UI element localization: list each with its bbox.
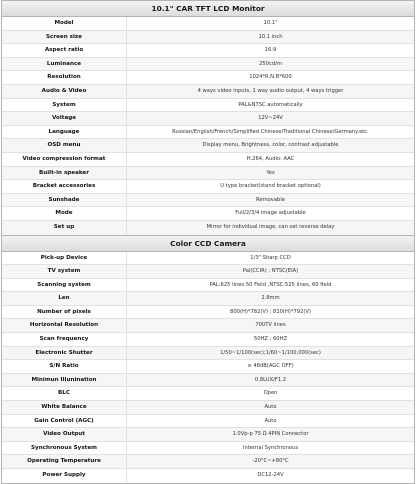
monitor-spec-table <box>2 17 414 235</box>
spec-label: Video Output <box>2 428 127 441</box>
spec-row <box>2 153 414 167</box>
spec-row <box>2 387 414 401</box>
spec-value: 2.8mm <box>261 295 280 302</box>
spec-label: Len <box>2 292 127 305</box>
spec-label: BLC <box>2 387 127 400</box>
spec-label: Power Supply <box>2 469 127 483</box>
spec-row <box>2 279 414 293</box>
spec-value: 1024*R.N.B*600 <box>249 74 292 81</box>
spec-row <box>2 401 414 415</box>
spec-label: White Balance <box>2 401 127 414</box>
spec-value: 250cd/m <box>259 60 282 67</box>
spec-value: 1/3" Sharp CCD <box>250 254 291 261</box>
spec-row <box>2 469 414 483</box>
spec-value: 12V~24V <box>258 115 283 122</box>
spec-label: Resolution <box>2 71 127 84</box>
spec-label: S/N Ratio <box>2 360 127 373</box>
spec-value: Full/2/3/4 image adjustable <box>235 210 306 217</box>
spec-label: OSD menu <box>2 139 127 152</box>
camera-section-title: Color CCD Camera <box>2 235 414 252</box>
spec-row <box>2 99 414 113</box>
spec-label: Video compression format <box>2 153 127 166</box>
monitor-section-title: 10.1" CAR TFT LCD Monitor <box>2 1 414 17</box>
spec-value: DC12-24V <box>257 472 284 478</box>
spec-label: Electronic Shutter <box>2 347 127 360</box>
camera-spec-table <box>2 252 414 483</box>
spec-label: System <box>2 99 127 112</box>
spec-value: 50HZ ; 60HZ <box>253 336 288 343</box>
spec-row <box>2 17 414 31</box>
spec-row <box>2 306 414 320</box>
spec-value: Auto <box>264 404 277 411</box>
spec-label: Sunshade <box>2 194 127 207</box>
spec-value: H.264, Audio: AAC <box>246 155 295 162</box>
spec-value: Russian/English/French/Simplified Chinese/Traditional Chinese/Germany.etc. <box>172 128 369 135</box>
spec-row <box>2 455 414 469</box>
spec-label: Model <box>2 17 127 30</box>
spec-label: Language <box>2 126 127 139</box>
spec-label: Mode <box>2 207 127 220</box>
spec-row <box>2 319 414 333</box>
spec-row <box>2 374 414 388</box>
spec-label: Bracket accessories <box>2 180 127 193</box>
spec-row <box>2 207 414 221</box>
spec-row <box>2 265 414 279</box>
spec-label: Minimun Illunination <box>2 374 127 387</box>
spec-label: Scanning system <box>2 279 127 292</box>
spec-label: Audio & Video <box>2 85 127 98</box>
spec-label: Gain Control (AGC) <box>2 415 127 428</box>
spec-row <box>2 112 414 126</box>
spec-label: Number of pixels <box>2 306 127 319</box>
spec-value: Yes <box>266 169 275 176</box>
spec-label: Scan frequency <box>2 333 127 346</box>
spec-row <box>2 252 414 266</box>
spec-row <box>2 221 414 235</box>
spec-label: Aspect ratio <box>2 44 127 57</box>
spec-value: 1.0Vp-p 75 Ω 4PIN Connector <box>232 431 309 438</box>
spec-value: -20°C~+80°C <box>252 458 289 465</box>
spec-value: Open <box>263 390 278 397</box>
spec-value: 4 ways video inputs, 1 way audio output, 4 ways trigger <box>197 87 344 94</box>
spec-row <box>2 415 414 429</box>
spec-label: TV system <box>2 265 127 278</box>
spec-value: 800(H)*782(V) ; 810(H)*792(V) <box>230 308 311 315</box>
spec-row <box>2 360 414 374</box>
spec-label: Horizontal Resolution <box>2 319 127 332</box>
spec-value: 10.1 inch <box>258 33 283 40</box>
spec-label: Voltage <box>2 112 127 125</box>
spec-row <box>2 44 414 58</box>
spec-value: Display menu, Brightness, color, contrast adjustable <box>202 142 339 149</box>
spec-value: PAL:625 lines 50 Field ,NTSC:525 lines, 60 field <box>209 281 332 288</box>
spec-value: Mirror for individual image, can set reverse delay <box>206 223 335 230</box>
spec-value: U type bracket(stand bracket optional) <box>220 183 321 190</box>
spec-row <box>2 194 414 208</box>
spec-value: 700TV lines <box>255 322 286 329</box>
spec-row <box>2 58 414 72</box>
spec-value: 10.1" <box>263 20 278 26</box>
spec-value: 0.8LUX/F1.2 <box>254 376 287 383</box>
spec-row <box>2 139 414 153</box>
spec-row <box>2 292 414 306</box>
spec-row <box>2 428 414 442</box>
spec-value: 16:9 <box>264 47 277 54</box>
spec-label: Pick-up Device <box>2 252 127 265</box>
spec-label: Set up <box>2 221 127 235</box>
spec-row <box>2 85 414 99</box>
spec-value: Pal(CCIR) ; NTSC(EIA) <box>242 268 299 275</box>
spec-row <box>2 31 414 45</box>
spec-label: Built-in speaker <box>2 167 127 180</box>
spec-sheet <box>1 0 415 484</box>
spec-row <box>2 442 414 456</box>
spec-row <box>2 180 414 194</box>
spec-label: Luminance <box>2 58 127 71</box>
spec-label: Synchronous System <box>2 442 127 455</box>
spec-label: Screen size <box>2 31 127 44</box>
spec-value: Removable <box>256 196 285 203</box>
spec-row <box>2 71 414 85</box>
spec-row <box>2 126 414 140</box>
spec-value: ≥ 48dB(AGC OFF) <box>247 363 294 370</box>
spec-value: Auto <box>264 417 277 424</box>
spec-row <box>2 333 414 347</box>
spec-value: Internal Synchronous <box>242 444 299 451</box>
spec-row <box>2 347 414 361</box>
spec-value: 1/50~1/100(sec);1/60~1/100,000(sec) <box>220 349 321 356</box>
spec-value: PAL&NTSC automatically <box>238 101 303 108</box>
spec-label: Operating Temperature <box>2 455 127 468</box>
spec-row <box>2 167 414 181</box>
